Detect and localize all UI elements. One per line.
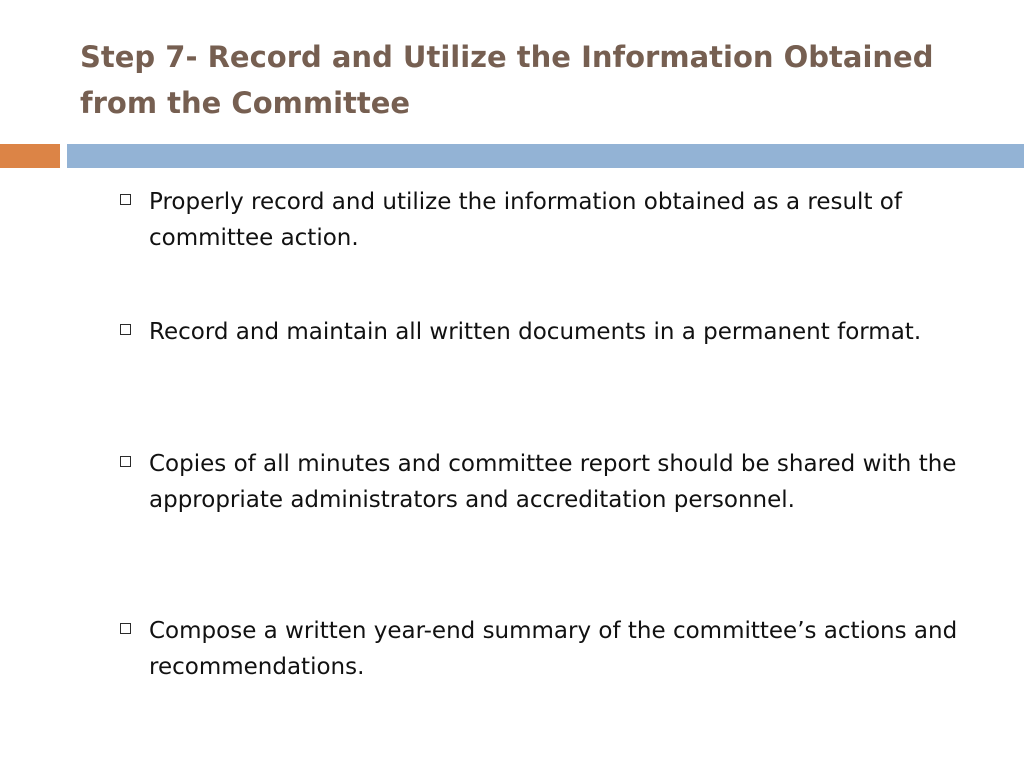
square-bullet-icon: [120, 194, 131, 205]
slide-title: Step 7- Record and Utilize the Information Obtained from the Committee: [80, 40, 934, 120]
bullet-text: Copies of all minutes and committee report should be shared with the appropriate administrators and accreditation personnel.: [149, 451, 957, 513]
bullet-item: [110, 613, 970, 685]
square-bullet-icon: [120, 456, 131, 467]
bullet-text: Properly record and utilize the information obtained as a result of committee action.: [149, 189, 902, 251]
bullet-text: Compose a written year-end summary of the committee’s actions and recommendations.: [149, 618, 958, 680]
bullet-item: [110, 446, 970, 518]
bullet-item: [110, 314, 970, 350]
square-bullet-icon: [120, 324, 131, 335]
bullet-item: [110, 184, 970, 256]
bullet-text: Record and maintain all written documents in a permanent format.: [149, 319, 922, 345]
square-bullet-icon: [120, 623, 131, 634]
